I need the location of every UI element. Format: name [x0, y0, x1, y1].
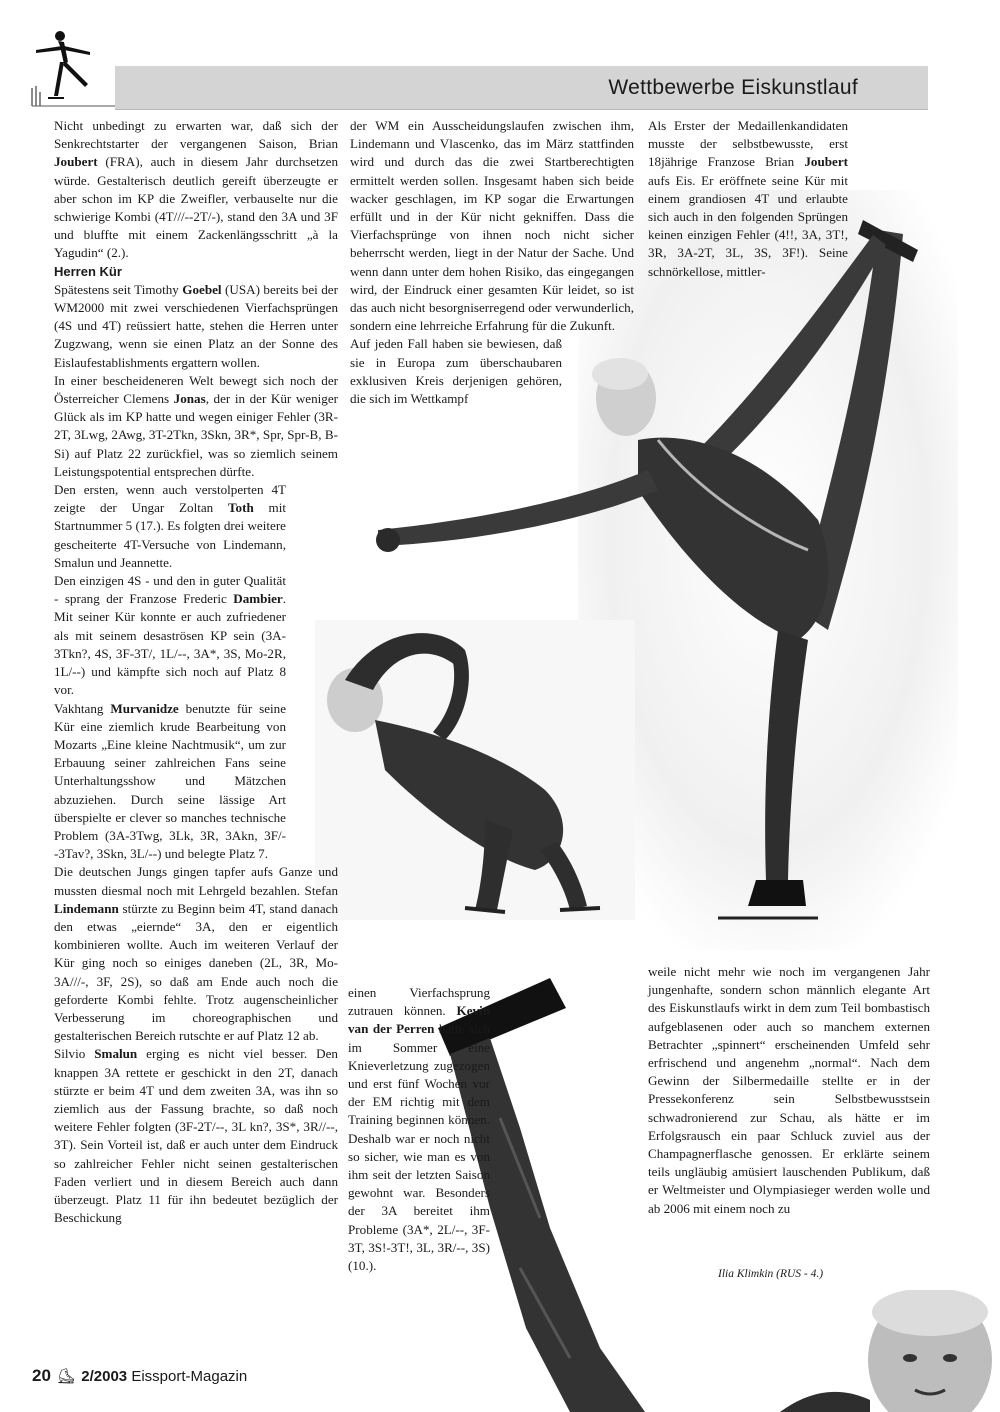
intro-paragraph: Nicht unbedingt zu erwarten war, daß sich der Senkrechtstarter der vergangenen Saison, Brian Joubert (FRA), auch in diesem Jahr durchsetzen würde. Gestalterisch deutlich gereift überzeugte er aber schon im KP die Zweifler, verbauselte nur die schwierige Kombi (4T///--2T/-), stand den 3A und 3F und bluffte mit einem Zackenlängsschritt „à la Yagudin“ (2.).	[54, 118, 338, 261]
paragraph: Den ersten, wenn auch verstolperten 4T zeigte der Ungar Zoltan Toth mit Startnummer 5 (17.). Es folgten drei weitere gescheiterte 4T-Versuche von Lindemann, Smalun und Jeannette.	[54, 482, 286, 570]
paragraph: In einer bescheideneren Welt bewegt sich noch der Österreicher Clemens Jonas, der in der Kür weniger Glück als im KP hatte und wegen einiger Fehler (3R-2T, 3Lwg, 2Awg, 3T-2Tkn, 3Skn, 3R*, Spr, Spr-B, B-Si) auf Platz 22 zurückfiel, was so ziemlich seinem Leistungspotential entsprechen dürfte.	[54, 372, 338, 479]
magazine-name: Eissport-Magazin	[131, 1368, 248, 1385]
paragraph: Die deutschen Jungs gingen tapfer aufs Ganze und mussten diesmal noch mit Lehrgeld bezahlen. Stefan Lindemann stürzte zu Beginn beim 4T, stand danach den etwas „eiernde“ 3A, den er eigentlich kombinieren wollte. Auch im weiteren Verlauf der Kür ging noch so einiges daneben (2L, 3R, Mo-3A///-, 3F, 2S), so daß am Ende auch noch die geforderte Kombi fehlte. Trotz augenscheinlicher Verbesserung im choreographischen und gestalterischen Bereich rutschte er auf Platz 12 ab.	[54, 864, 338, 1044]
section-header-bar	[115, 66, 928, 110]
subheading-herren-kuer: Herren Kür	[54, 263, 122, 279]
page-footer	[32, 1366, 247, 1386]
article-column-3-continued	[648, 963, 930, 1218]
paragraph: Spätestens seit Timothy Goebel (USA) bereits bei der WM2000 mit zwei verschiedenen Vierfachsprüngen (4S und 4T) reüssiert hatte, stehen die Herren unter Zugzwang, wenn sie einen Platz an der Sonne des Eislaufestablishments ergattern wollen.	[54, 281, 338, 370]
article-column-2-continued	[348, 984, 490, 1275]
paragraph: Silvio Smalun erging es nicht viel besser. Den knappen 3A rettete er geschickt in den 2T, danach stürzte er beim 4T und dem zweiten 3A, was ihn so ziemlich aus der Fassung brachte, so daß noch weitere Fehler folgten (3F-2T/--, 3L kn?, 3S*, 3R//--, 3T). Sein Vorteil ist, daß er auch unter dem Eindruck so zahlreicher Fehler nicht seinen gestalterischen Faden verliert und in diesem Bereich auch dann überzeugt. Platz 11 für ihn bedeutet bezüglich der Beschickung	[54, 1046, 338, 1226]
paragraph: Den einzigen 4S - und den in guter Qualität - sprang der Franzose Frederic Dambier. Mit seiner Kür konnte er auch zufriedener als mit seinem desaströsen KP sein (3A-3Tkn?, 4S, 3F-3T/, 1L/--, 3A*, 3S, Mo-2R, 1L/--) und kämpfte sich noch auf Platz 8 vor.	[54, 573, 286, 698]
article-column-3	[648, 117, 930, 281]
magazine-logo-icon: ⛸	[56, 1368, 76, 1385]
paragraph: Als Erster der Medaillenkandidaten musste der selbstbewusste, erst 18jährige Franzose Brian Joubert aufs Eis. Er eröffnete seine Kür mit einem grandiosen 4T und erlaubte sich auch in den folgenden Sprüngen keinen einzigen Fehler (4!!, 3A, 3T!, 3R, 3A-2T, 3L, 3S, 3F!). Seine schnörkellose, mittler-	[648, 118, 848, 279]
paragraph: weile nicht mehr wie noch im vergangenen Jahr jungenhafte, sondern schon männlich elegante Art des Eiskunstlaufs wirkt in dem zum Teil bombastisch aufgeblasenen oder auch so manchem externen Betrachter „spinnert“ erscheinenden Umfeld sehr erfrischend und angenehm „normal“. Nach dem Gewinn der Silbermedaille stellte er in der Pressekonferenz sein Selbstbewusstsein schwadronierend zur Schau, als hätte er im Erfolgsrausch ein paar Schluck zuviel aus der Champagnerflasche genossen. Er erklärte seinem teils ungläubig amüsiert lauschenden Publikum, daß er Weltmeister und Olympiasieger werden wolle und ab 2006 mit einem noch zu	[648, 964, 930, 1216]
article-column-1	[54, 117, 338, 1227]
paragraph: einen Vierfachsprung zutrauen können. Kevin van der Perren hatte sich im Sommer eine Knieverletzung zugezogen und erst fünf Wochen vor der EM richtig mit dem Training beginnen können. Deshalb war er noch nicht so sicher, wie man es von ihm seit der letzten Saison gewohnt war. Besonders der 3A bereitet ihm Probleme (3A*, 2L/--, 3F-3T, 3S!-3T!, 3L, 3R/--, 3S) (10.).	[348, 985, 490, 1274]
skater-layback-photo	[315, 620, 635, 920]
article-column-2	[350, 117, 634, 408]
skater-portrait-photo	[780, 1290, 1000, 1412]
paragraph: der WM ein Ausscheidungslaufen zwischen ihm, Lindemann und Vlascenko, das im März stattfinden wird und durch das die zwei Startberechtigten ermittelt werden sollen. Insgesamt haben sich beide wacker geschlagen, im KP sogar die Erwartungen erfüllt und in der Kür nicht gekniffen. Dass die Vierfachsprünge von ihnen noch nicht sicher beherrscht werden, liegt in der Natur der Sache. Und wenn dann unter dem hohen Risiko, das eingegangen wird, der Eindruck einer gesamten Kür leidet, so ist das auch nicht besorgniserregend oder verwunderlich, sondern eine lehrreiche Erfahrung für die Zukunft.	[350, 118, 634, 334]
section-title: Wettbewerbe Eiskunstlauf	[608, 76, 858, 99]
paragraph: Vakhtang Murvanidze benutzte für seine Kür eine ziemlich krude Bearbeitung von Mozarts „Eine kleine Nachtmusik“, um zur Erbauung seiner zahlreichen Fans seine Unterhaltungsshow und Mätzchen abzuziehen. Durch seine lässige Art überspielte er clever so manches technische Problem (3A-3Twg, 3Lk, 3R, 3Akn, 3F/--3Tav?, 3Skn, 3L/--) und belegte Platz 7.	[54, 700, 287, 862]
page-number: 20	[32, 1366, 51, 1385]
paragraph: Auf jeden Fall haben sie bewiesen, daß sie in Europa zum überschaubaren exklusiven Kreis derjenigen gehören, die sich im Wettkampf	[350, 336, 562, 407]
issue-number: 2/2003	[81, 1368, 128, 1385]
photo-caption: Ilia Klimkin (RUS - 4.)	[718, 1268, 824, 1280]
